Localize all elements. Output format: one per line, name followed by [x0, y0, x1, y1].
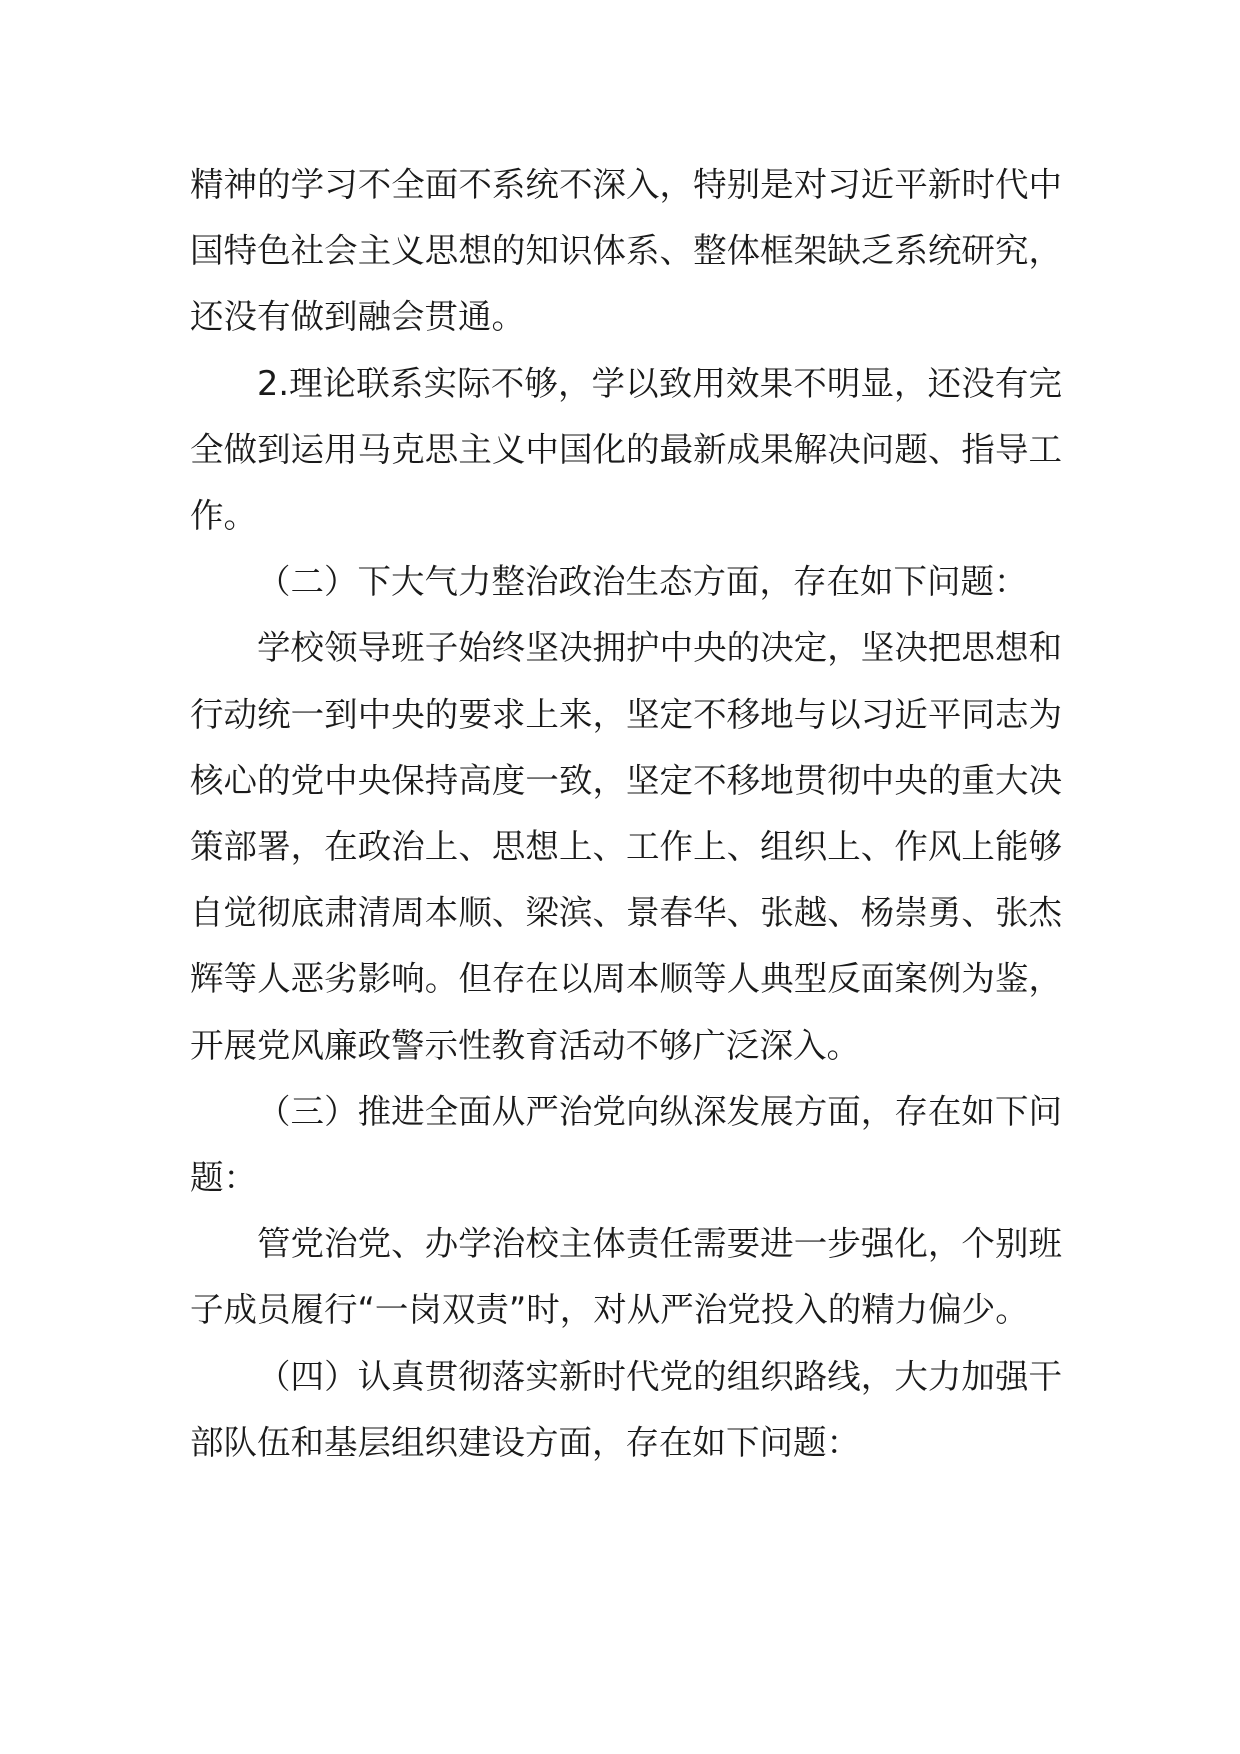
- section-heading-party-governance: （三）推进全面从严治党向纵深发展方面，存在如下问题：: [190, 1091, 1062, 1198]
- paragraph-party-governance: 管党治党、办学治校主体责任需要进一步强化，个别班子成员履行“一岗双责”时，对从严治党投入的精力偏少。: [190, 1224, 1062, 1330]
- section-heading-political-ecology: （二）下大气力整治政治生态方面，存在如下问题：: [257, 562, 1028, 602]
- paragraph-continuation: 精神的学习不全面不系统不深入，特别是对习近平新时代中国特色社会主义思想的知识体系、整体框架缺乏系统研究，还没有做到融会贯通。: [190, 165, 1062, 337]
- section-heading-organization-line: （四）认真贯彻落实新时代党的组织路线，大力加强干部队伍和基层组织建设方面，存在如下问题：: [190, 1356, 1062, 1462]
- paragraph-item-2: 2.理论联系实际不够，学以致用效果不明显，还没有完全做到运用马克思主义中国化的最新成果解决问题、指导工作。: [190, 363, 1062, 536]
- document-body: [190, 152, 1062, 1476]
- paragraph-political-ecology: 学校领导班子始终坚决拥护中央的决定，坚决把思想和行动统一到中央的要求上来，坚定不移地与以习近平同志为核心的党中央保持高度一致，坚定不移地贯彻中央的重大决策部署，在政治上、思想上、工作上、组织上、作风上能够自觉彻底肃清周本顺、梁滨、景春华、张越、杨崇勇、张杰辉等人恶劣影响。但存在以周本顺等人典型反面案例为鉴，开展党风廉政警示性教育活动不够广泛深入。: [190, 628, 1062, 1065]
